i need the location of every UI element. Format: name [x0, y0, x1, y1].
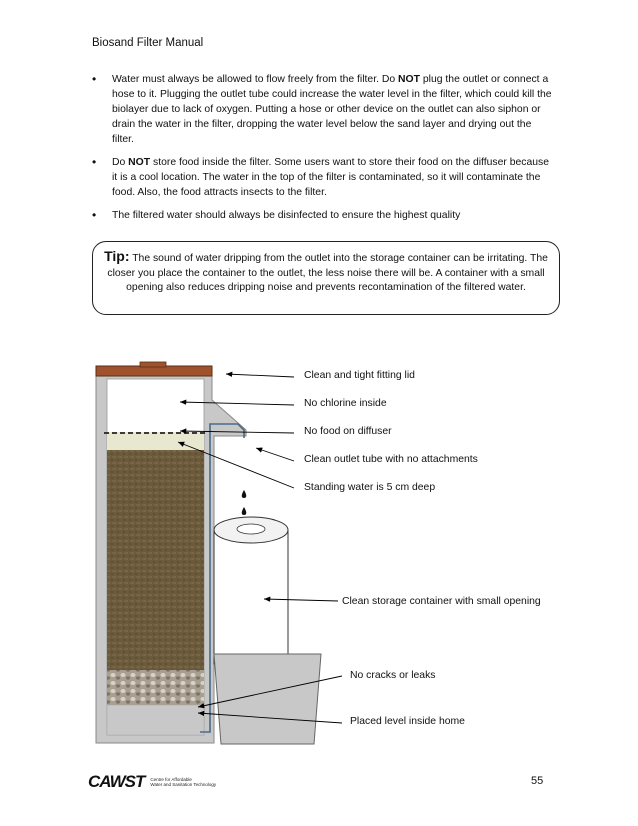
container-opening: [237, 524, 265, 534]
filter-lid: [96, 366, 212, 376]
bullet-item: [92, 208, 552, 223]
standing-water: [107, 432, 204, 450]
label-food: No food on diffuser: [304, 426, 392, 437]
logo-tagline: Centre for Affordable Water and Sanitation Technology: [150, 776, 217, 787]
label-standing: Standing water is 5 cm deep: [304, 482, 436, 493]
storage-container: [214, 530, 288, 664]
label-container: Clean storage container with small opening: [342, 596, 541, 607]
label-level: Placed level inside home: [350, 716, 465, 727]
tip-box: [92, 241, 560, 315]
bullet-dot-icon: •: [92, 72, 97, 86]
label-chlorine: No chlorine inside: [304, 398, 387, 409]
page-header: Biosand Filter Manual: [92, 37, 204, 49]
gravel-layer: [107, 670, 204, 705]
water-drop-icon: [242, 490, 247, 498]
label-cracks: No cracks or leaks: [350, 670, 436, 681]
page-number: 55: [531, 775, 544, 787]
label-outlet: Clean outlet tube with no attachments: [304, 454, 478, 465]
arrow-lid: [226, 374, 294, 377]
sand-layer: [107, 450, 204, 670]
bullet-item: [92, 72, 552, 147]
bullet-text: Water must always be allowed to flow freely from the filter. Do NOT plug the outlet or connect a hose to it. Plugging the outlet tube could increase the water level in the filter, which could kill the biolayer due to lack of oxygen. Putting a hose or other device on the outlet can also siphon or drain the water in the filter, dropping the water level below the sand layer and drying out the filter.: [112, 74, 552, 145]
bottom-gravel: [107, 705, 204, 735]
bullet-item: [92, 155, 552, 200]
tip-label: Tip:: [104, 248, 130, 264]
container-stand: [214, 654, 321, 744]
logo-mark: CAWST: [88, 772, 145, 791]
lid-handle: [140, 362, 166, 367]
bullet-text: Do NOT store food inside the filter. Some users want to store their food on the diffuser because it is a cool location. The water in the top of the filter is contaminated, so it will contaminate the food. Also, the food attracts insects to the filter.: [112, 157, 550, 198]
label-lid: Clean and tight fitting lid: [304, 370, 415, 381]
water-drop-icon: [242, 507, 247, 515]
cawst-logo: [88, 772, 216, 792]
bullet-dot-icon: •: [92, 208, 97, 222]
bullet-dot-icon: •: [92, 155, 97, 169]
bullet-list: [92, 72, 552, 231]
bullet-text: The filtered water should always be disinfected to ensure the highest quality: [112, 210, 461, 221]
tip-text: The sound of water dripping from the outlet into the storage container can be irritating. The closer you place the container to the outlet, the less noise there will be. A container with a small opening also reduces dripping noise and prevents recontamination of the filtered water.: [107, 253, 548, 293]
biosand-filter-diagram: [0, 360, 638, 760]
arrow-outlet: [256, 448, 294, 461]
